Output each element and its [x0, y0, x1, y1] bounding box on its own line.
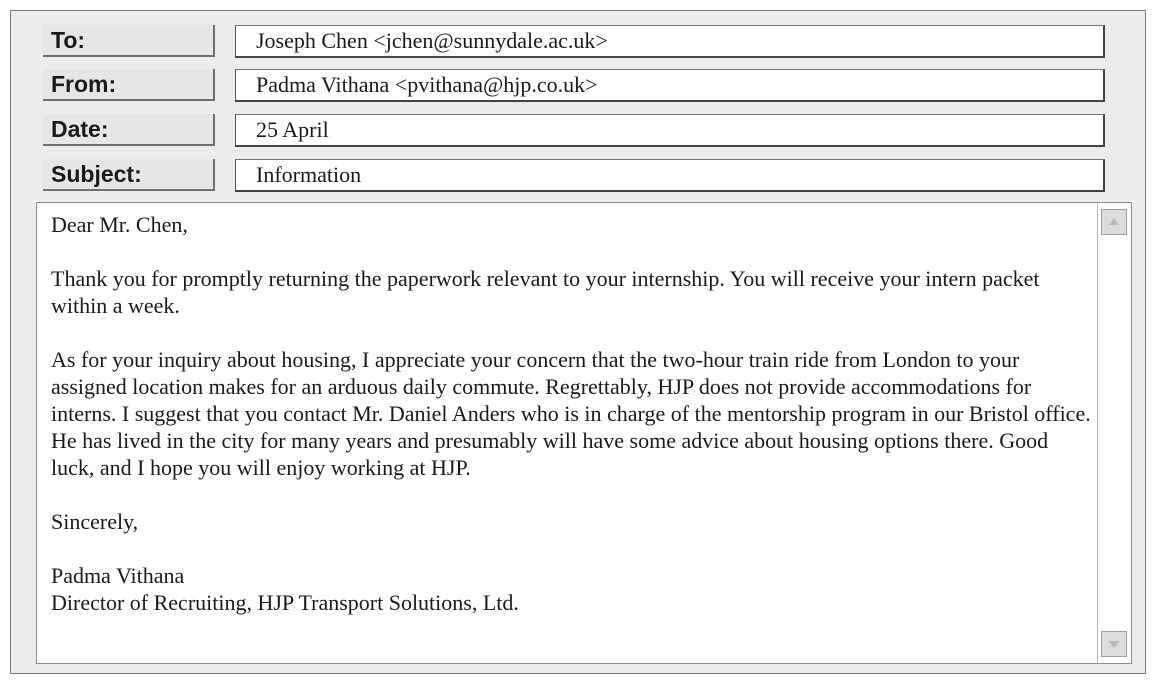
scroll-down-arrow-icon [1109, 641, 1119, 648]
date-label: Date: [43, 114, 215, 146]
to-field[interactable]: Joseph Chen <jchen@sunnydale.ac.uk> [235, 25, 1105, 58]
scroll-up-arrow-icon [1109, 218, 1119, 225]
message-text [51, 211, 1091, 616]
closing: Sincerely, [51, 509, 139, 534]
scroll-down-button[interactable] [1101, 631, 1127, 657]
greeting: Dear Mr. Chen, [51, 212, 188, 237]
signature-title: Director of Recruiting, HJP Transport Solutions, Ltd. [51, 590, 519, 615]
paragraph-1: Thank you for promptly returning the paperwork relevant to your internship. You will receive your intern packet within a week. [51, 266, 1040, 318]
vertical-scrollbar[interactable] [1097, 203, 1131, 663]
subject-field[interactable]: Information [235, 159, 1105, 192]
date-field[interactable]: 25 April [235, 114, 1105, 147]
to-label: To: [43, 25, 215, 57]
scroll-up-button[interactable] [1101, 209, 1127, 235]
paragraph-2: As for your inquiry about housing, I appreciate your concern that the two-hour train ride from London to your assigned location makes for an arduous daily commute. Regrettably, HJP does not provide accommodations for interns. I suggest that you contact Mr. Daniel Anders who is in charge of the mentorship program in our Bristol office. He has lived in the city for many years and presumably will have some advice about housing options there. Good luck, and I hope you will enjoy working at HJP. [51, 347, 1091, 480]
from-field[interactable]: Padma Vithana <pvithana@hjp.co.uk> [235, 69, 1105, 102]
from-label: From: [43, 69, 215, 101]
message-body[interactable] [36, 202, 1132, 664]
signature-name: Padma Vithana [51, 563, 185, 588]
subject-label: Subject: [43, 159, 215, 191]
